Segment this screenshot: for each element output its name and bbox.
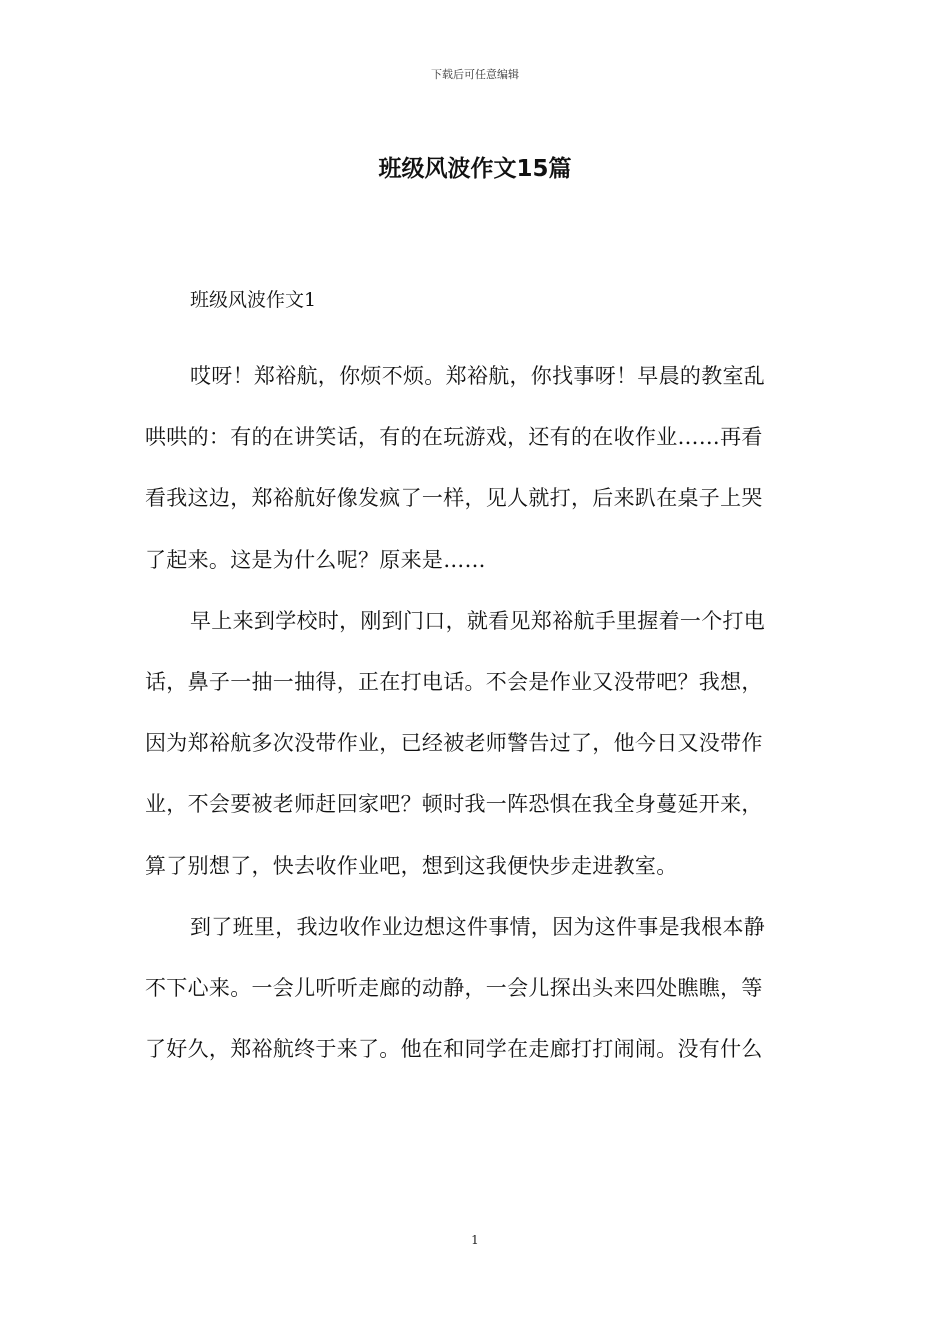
section-heading: 班级风波作文1 — [190, 289, 317, 311]
paragraph-line: 不下心来。一会儿听听走廊的动静，一会儿探出头来四处瞧瞧，等 — [145, 976, 763, 1001]
paragraph-line: 了起来。这是为什么呢？原来是…… — [145, 547, 486, 572]
paragraph-line: 业，不会要被老师赶回家吧？顿时我一阵恐惧在我全身蔓延开来， — [145, 792, 763, 817]
document-title: 班级风波作文15篇 — [378, 156, 572, 182]
paragraph-line: 哎呀！郑裕航，你烦不烦。郑裕航，你找事呀！早晨的教室乱 — [190, 364, 766, 388]
page-header-note: 下载后可任意编辑 — [431, 68, 519, 81]
paragraph-line: 到了班里，我边收作业边想这件事情，因为这件事是我根本静 — [190, 914, 766, 939]
document-body — [145, 346, 815, 1080]
paragraph-line: 因为郑裕航多次没带作业，已经被老师警告过了，他今日又没带作 — [145, 731, 763, 756]
paragraph-line: 了好久，郑裕航终于来了。他在和同学在走廊打打闹闹。没有什么 — [145, 1037, 763, 1062]
paragraph-line: 算了别想了，快去收作业吧，想到这我便快步走进教室。 — [145, 853, 678, 878]
paragraph-line: 哄哄的：有的在讲笑话，有的在玩游戏，还有的在收作业……再看 — [145, 425, 763, 450]
paragraph — [145, 591, 815, 897]
paragraph — [145, 346, 815, 591]
paragraph-line: 看我这边，郑裕航好像发疯了一样，见人就打，后来趴在桌子上哭 — [145, 486, 763, 511]
paragraph-line: 早上来到学校时，刚到门口，就看见郑裕航手里握着一个打电 — [190, 608, 766, 633]
paragraph-line: 话，鼻子一抽一抽得，正在打电话。不会是作业又没带吧？我想， — [145, 670, 763, 695]
paragraph — [145, 897, 815, 1081]
page-number: 1 — [471, 1233, 479, 1247]
